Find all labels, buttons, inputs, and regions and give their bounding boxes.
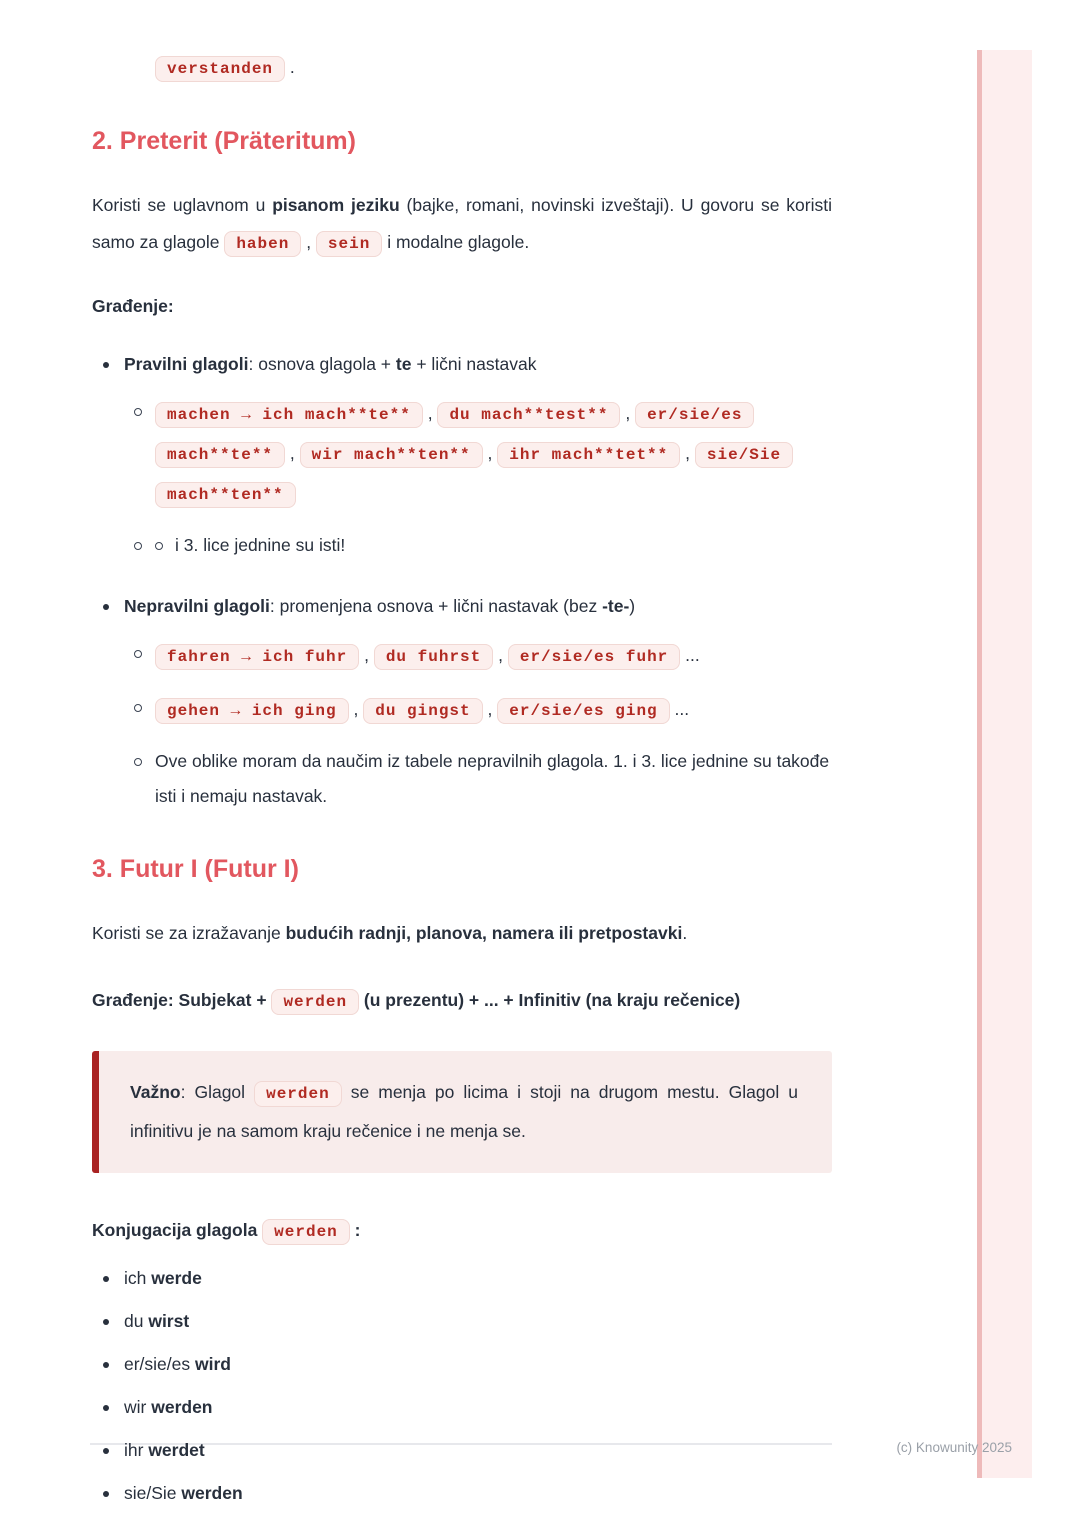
bullet-dot-icon [103, 1362, 109, 1368]
text-run: , [482, 443, 498, 463]
conjugation-item-du [92, 1306, 832, 1336]
code-row [155, 645, 700, 665]
text-run: ... [669, 699, 690, 719]
list-item-note-same-forms [92, 528, 832, 563]
text-run-bold: -te- [602, 596, 630, 616]
code-chip: wir mach**ten** [300, 442, 483, 468]
text-run-bold: Konjugacija glagola [92, 1220, 263, 1240]
text-run: : Glagol [180, 1082, 255, 1102]
conjugation-label [92, 1213, 832, 1249]
conjugation-item-sie-Sie [92, 1478, 832, 1508]
conjugation-item-wir [92, 1392, 832, 1422]
text-run: + lični nastavak [411, 354, 537, 374]
text-run-bold: Pravilni glagoli [124, 354, 249, 374]
code-chip: du gingst [363, 698, 482, 724]
bullet-dot-icon [103, 1276, 109, 1282]
text-run: sie/Sie [124, 1483, 182, 1503]
text-run: , [482, 699, 498, 719]
bullet-dot-icon [103, 1448, 109, 1454]
code-chip-haben: haben [224, 231, 301, 257]
text-run: (bajke, romani, novinski izveštaji). U govoru se koristi samo za glagole [92, 195, 832, 252]
text-run-bold: werdet [148, 1440, 205, 1460]
text-run-bold: te [395, 354, 412, 374]
list-item-regular-verbs [92, 349, 832, 380]
text-run: i 3. lice jednine su isti! [175, 535, 346, 555]
page-edge-strip [977, 50, 1032, 1478]
text-run-bold: Važno [130, 1082, 181, 1102]
section-heading-preterit: 2. Preterit (Präteritum) [92, 127, 356, 155]
text-run: , [680, 443, 695, 463]
bullet-dot-icon [103, 1491, 109, 1497]
circle-bullet-icon [134, 758, 142, 766]
code-row [155, 403, 793, 503]
circle-bullet-icon [134, 704, 142, 712]
list-item-irregular-verbs [92, 591, 832, 622]
text-run: , [348, 699, 364, 719]
text-run: , [301, 232, 316, 252]
text-run-bold: wirst [148, 1311, 190, 1331]
text-run: wir [124, 1397, 152, 1417]
text-run: Koristi se za izražavanje [92, 923, 286, 943]
circle-bullet-icon [134, 542, 142, 550]
futur-formula-paragraph [92, 982, 832, 1021]
conjugation-item-er-sie-es [92, 1349, 832, 1379]
code-row [155, 699, 689, 719]
verstanden-line [155, 0, 832, 84]
text-run: er/sie/es [124, 1354, 195, 1374]
code-chip: er/sie/es mach**te** [155, 402, 754, 468]
section-heading-futur: 3. Futur I (Futur I) [92, 855, 299, 883]
text-run: i modalne glagole. [382, 232, 530, 252]
text-run-bold: pisanom jeziku [272, 195, 400, 215]
text-run: Koristi se uglavnom u [92, 195, 273, 215]
text-run-bold: werden [151, 1397, 213, 1417]
code-chip: du mach**test** [437, 402, 620, 428]
text-run-bold: werden [181, 1483, 243, 1503]
text-run-bold: wird [195, 1354, 231, 1374]
important-callout [92, 1051, 832, 1173]
code-chip-werden: werden [271, 989, 359, 1015]
list-item-fahren-conjugation [92, 636, 832, 676]
code-chip-verstanden: verstanden [155, 56, 285, 82]
text-run: ich [124, 1268, 152, 1288]
text-run: , [359, 645, 374, 665]
text-run-bold: (u prezentu) + ... + Infinitiv (na kraju rečenice) [359, 990, 741, 1010]
code-chip: gehen → ich ging [155, 698, 349, 724]
text-run: , [620, 403, 636, 423]
text-run: du [124, 1311, 149, 1331]
code-chip: er/sie/es ging [497, 698, 669, 724]
code-chip: sie/Sie mach**ten** [155, 442, 793, 508]
text-run: , [493, 645, 508, 665]
copyright-text: (c) Knowunity 2025 [896, 1440, 1012, 1455]
text-run: . [682, 923, 688, 943]
code-chip: ihr mach**tet** [497, 442, 680, 468]
text-run-bold: Građenje: Subjekat + [92, 990, 272, 1010]
list-item-note-learn-table [92, 744, 832, 814]
bullet-dot-icon [103, 1405, 109, 1411]
bullet-dot-icon [103, 604, 109, 610]
text-run-bold: werde [151, 1268, 202, 1288]
code-chip-werden: werden [262, 1219, 350, 1245]
text-run-bold: : [349, 1220, 361, 1240]
circle-bullet-icon [134, 408, 142, 416]
text-run-bold: Nepravilni glagoli [124, 596, 270, 616]
callout-text [130, 1074, 798, 1150]
conjugation-item-ihr [92, 1435, 832, 1465]
circle-bullet-icon [134, 650, 142, 658]
code-chip-werden: werden [254, 1081, 342, 1107]
text-run: Ove oblike moram da naučim iz tabele nepravilnih glagola. 1. i 3. lice jednine su takođe isti i nemaju nastavak. [155, 751, 830, 806]
text-run: . [285, 57, 295, 77]
list-item-machen-conjugation [92, 394, 832, 514]
document-content [92, 0, 832, 1508]
text-run: : osnova glagola + [248, 354, 396, 374]
text-run-bold: budućih radnji, planova, namera ili pretpostavki [285, 923, 683, 943]
text-run: ihr [124, 1440, 149, 1460]
text-run: : promenjena osnova + lični nastavak (bez [269, 596, 603, 616]
bullet-dot-icon [103, 362, 109, 368]
futur-intro-paragraph [92, 915, 832, 952]
code-chip: er/sie/es fuhr [508, 644, 680, 670]
preterit-intro-paragraph [92, 187, 832, 263]
werden-conjugation-list [92, 1263, 832, 1508]
code-chip-sein: sein [316, 231, 382, 257]
conjugation-item-ich [92, 1263, 832, 1293]
text-run: ) [629, 596, 636, 616]
list-item-gehen-conjugation [92, 690, 832, 730]
bullet-dot-icon [103, 1319, 109, 1325]
code-chip: du fuhrst [374, 644, 493, 670]
code-chip: machen → ich mach**te** [155, 402, 423, 428]
circle-bullet-icon [155, 542, 163, 550]
gradjenje-label: Građenje: [92, 296, 174, 316]
text-run: , [285, 443, 300, 463]
text-run: ... [680, 645, 700, 665]
code-chip: fahren → ich fuhr [155, 644, 359, 670]
text-run: , [422, 403, 438, 423]
text-run: se menja po licima i stoji na drugom mestu. Glagol u infinitivu je na samom kraju rečenice i ne menja se. [130, 1082, 798, 1141]
